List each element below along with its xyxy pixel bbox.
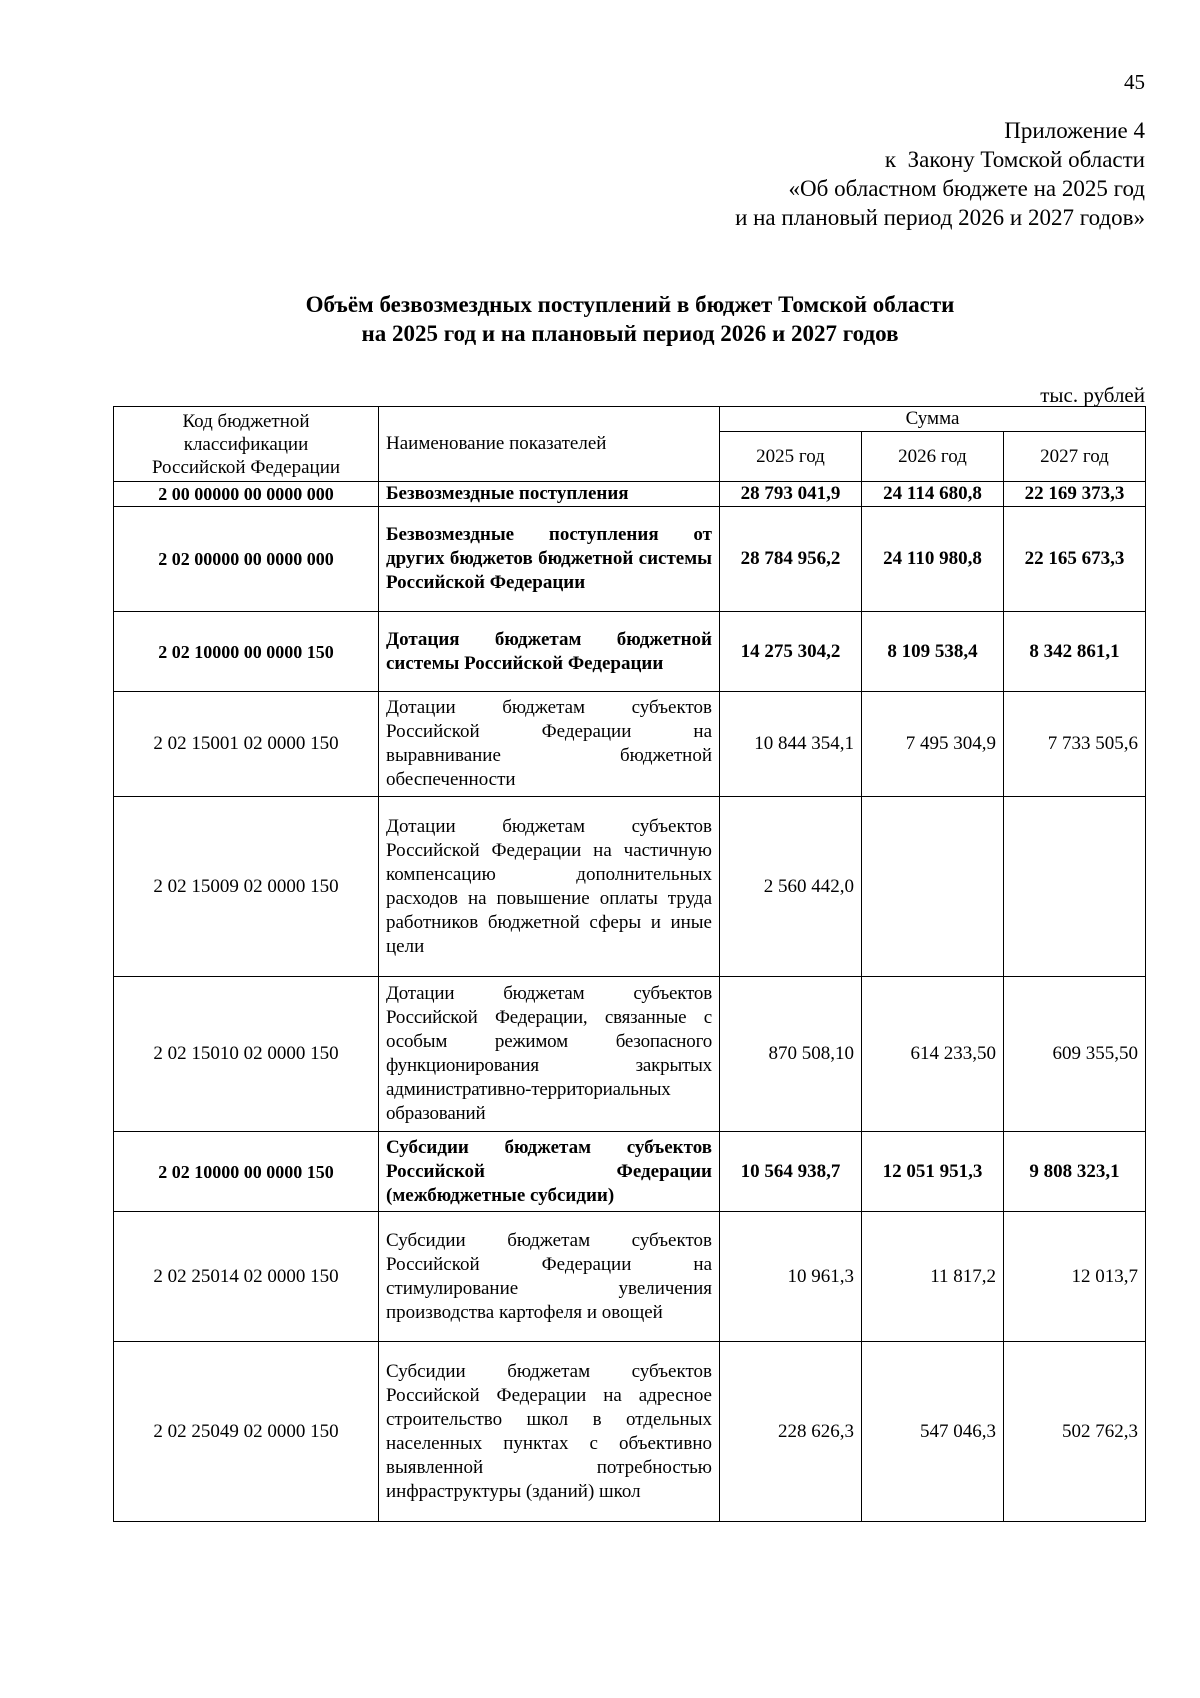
row-value-2027 <box>1004 797 1146 977</box>
row-value-2026: 547 046,3 <box>862 1342 1004 1522</box>
row-name: Безвозмездные поступления <box>379 482 720 507</box>
appendix-note <box>735 116 1145 232</box>
table-row <box>114 507 1146 612</box>
row-value-2025: 10 961,3 <box>720 1212 862 1342</box>
header-year-2025: 2025 год <box>720 432 862 482</box>
row-value-2025: 28 784 956,2 <box>720 507 862 612</box>
title-line: на 2025 год и на плановый период 2026 и 2027 годов <box>361 321 899 346</box>
page-number: 45 <box>1124 70 1145 94</box>
row-value-2027: 22 169 373,3 <box>1004 482 1146 507</box>
row-name: Субсидии бюджетам субъектов Российской Федерации (межбюджетные субсидии) <box>379 1132 720 1212</box>
row-code: 2 02 15009 02 0000 150 <box>114 797 379 977</box>
row-value-2027: 22 165 673,3 <box>1004 507 1146 612</box>
units-label: тыс. рублей <box>1040 383 1145 407</box>
row-value-2025: 10 564 938,7 <box>720 1132 862 1212</box>
row-name: Безвозмездные поступления от других бюджетов бюджетной системы Российской Федерации <box>379 507 720 612</box>
row-code: 2 02 25014 02 0000 150 <box>114 1212 379 1342</box>
table-row <box>114 692 1146 797</box>
table-row <box>114 977 1146 1132</box>
row-name: Дотации бюджетам субъектов Российской Федерации, связанные с особым режимом безопасного функционирования закрытых административно-территориальных образований <box>379 977 720 1132</box>
row-value-2027: 8 342 861,1 <box>1004 612 1146 692</box>
row-code: 2 02 10000 00 0000 150 <box>114 612 379 692</box>
row-code: 2 02 25049 02 0000 150 <box>114 1342 379 1522</box>
row-name: Дотация бюджетам бюджетной системы Российской Федерации <box>379 612 720 692</box>
row-value-2026: 7 495 304,9 <box>862 692 1004 797</box>
title-line: Объём безвозмездных поступлений в бюджет Томской области <box>305 292 955 317</box>
table-row <box>114 612 1146 692</box>
header-code-line: Код бюджетной <box>182 410 310 432</box>
row-code: 2 02 00000 00 0000 000 <box>114 507 379 612</box>
appendix-line: Приложение 4 <box>1004 118 1145 143</box>
row-value-2025: 10 844 354,1 <box>720 692 862 797</box>
row-name: Субсидии бюджетам субъектов Российской Федерации на стимулирование увеличения производства картофеля и овощей <box>379 1212 720 1342</box>
header-name: Наименование показателей <box>379 407 720 482</box>
row-value-2027: 502 762,3 <box>1004 1342 1146 1522</box>
row-value-2026: 8 109 538,4 <box>862 612 1004 692</box>
row-value-2026: 24 110 980,8 <box>862 507 1004 612</box>
row-value-2027: 9 808 323,1 <box>1004 1132 1146 1212</box>
row-value-2025: 870 508,10 <box>720 977 862 1132</box>
row-value-2025: 14 275 304,2 <box>720 612 862 692</box>
row-value-2026: 614 233,50 <box>862 977 1004 1132</box>
header-year-2026: 2026 год <box>862 432 1004 482</box>
header-code <box>114 407 379 482</box>
row-name: Субсидии бюджетам субъектов Российской Федерации на адресное строительство школ в отдельных населенных пунктах с объективно выявленной потребностью инфраструктуры (зданий) школ <box>379 1342 720 1522</box>
row-value-2026: 12 051 951,3 <box>862 1132 1004 1212</box>
row-name: Дотации бюджетам субъектов Российской Федерации на частичную компенсацию дополнительных расходов на повышение оплаты труда работников бюджетной сферы и иные цели <box>379 797 720 977</box>
row-code: 2 00 00000 00 0000 000 <box>114 482 379 507</box>
header-code-line: Российской Федерации <box>151 456 341 478</box>
table-row <box>114 1212 1146 1342</box>
header-sum: Сумма <box>720 407 1146 432</box>
budget-table <box>113 406 1146 1522</box>
row-name: Дотации бюджетам субъектов Российской Федерации на выравнивание бюджетной обеспеченности <box>379 692 720 797</box>
table-row <box>114 1132 1146 1212</box>
row-code: 2 02 15010 02 0000 150 <box>114 977 379 1132</box>
row-value-2026: 24 114 680,8 <box>862 482 1004 507</box>
row-value-2025: 28 793 041,9 <box>720 482 862 507</box>
row-code: 2 02 10000 00 0000 150 <box>114 1132 379 1212</box>
row-value-2027: 609 355,50 <box>1004 977 1146 1132</box>
row-value-2027: 7 733 505,6 <box>1004 692 1146 797</box>
header-year-2027: 2027 год <box>1004 432 1146 482</box>
document-title <box>0 290 1200 348</box>
table-row <box>114 482 1146 507</box>
header-code-line: классификации <box>183 433 309 455</box>
appendix-line: и на плановый период 2026 и 2027 годов» <box>735 205 1145 230</box>
row-value-2026: 11 817,2 <box>862 1212 1004 1342</box>
table-row <box>114 1342 1146 1522</box>
appendix-line: «Об областном бюджете на 2025 год <box>788 176 1145 201</box>
appendix-line: к Закону Томской области <box>884 147 1145 172</box>
row-value-2025: 228 626,3 <box>720 1342 862 1522</box>
row-value-2025: 2 560 442,0 <box>720 797 862 977</box>
row-code: 2 02 15001 02 0000 150 <box>114 692 379 797</box>
table-row <box>114 797 1146 977</box>
row-value-2027: 12 013,7 <box>1004 1212 1146 1342</box>
row-value-2026 <box>862 797 1004 977</box>
